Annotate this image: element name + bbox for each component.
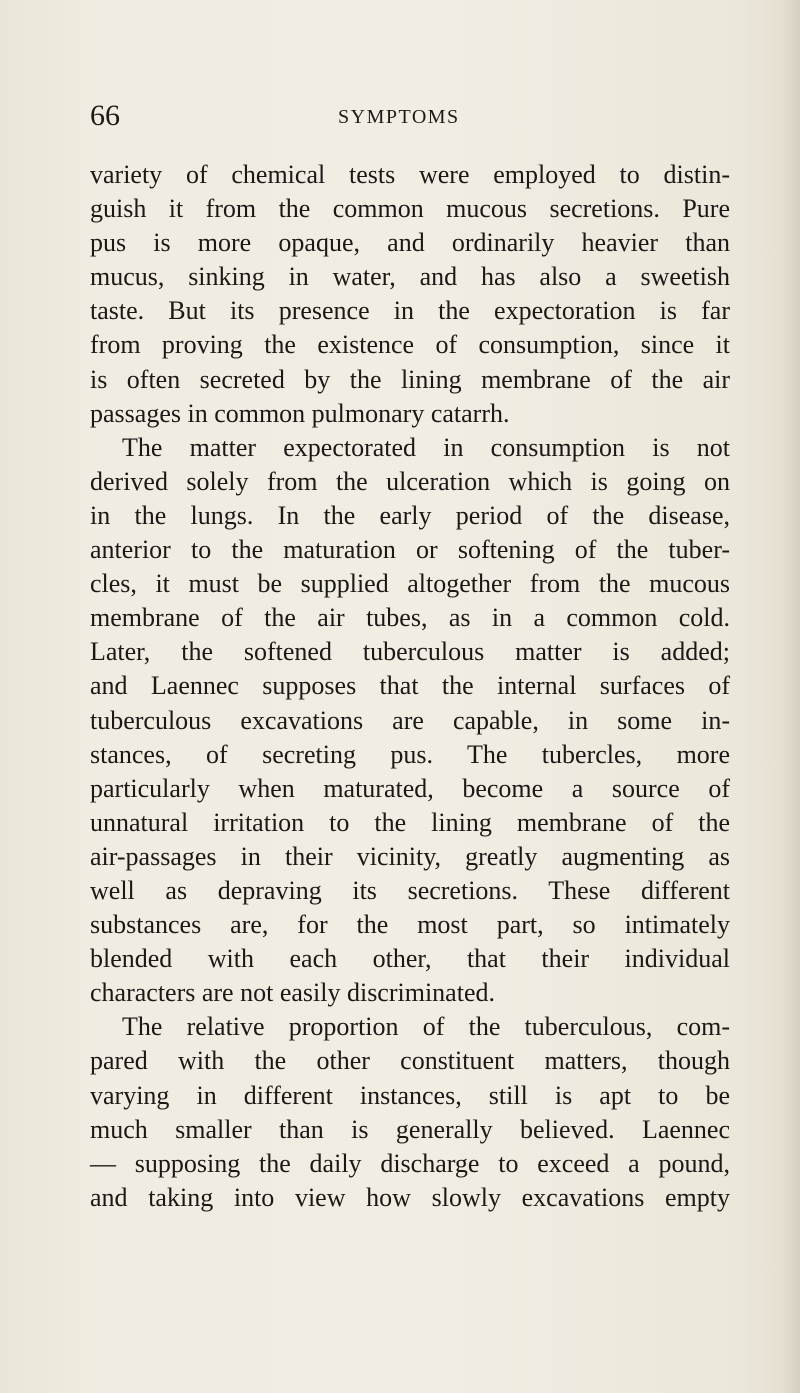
text-line-paragraph-start: The relative proportion of the tuberculous, com- bbox=[122, 1012, 730, 1042]
text-line: mucus, sinking in water, and has also a sweetish bbox=[90, 262, 730, 292]
text-line-paragraph-end: passages in common pulmonary catarrh. bbox=[90, 398, 510, 428]
text-line: anterior to the maturation or softening of the tuber- bbox=[90, 535, 730, 565]
text-line: tuberculous excavations are capable, in some in- bbox=[90, 705, 730, 735]
running-head bbox=[90, 96, 730, 136]
text-line: air-passages in their vicinity, greatly augmenting as bbox=[90, 841, 730, 871]
text-line: pus is more opaque, and ordinarily heavier than bbox=[90, 228, 730, 258]
text-line: from proving the existence of consumption, since it bbox=[90, 330, 730, 360]
text-line: much smaller than is generally believed. Laennec bbox=[90, 1114, 730, 1144]
page-number: 66 bbox=[90, 99, 120, 132]
text-line: Later, the softened tuberculous matter is added; bbox=[90, 637, 730, 667]
text-line: cles, it must be supplied altogether from the mucous bbox=[90, 569, 730, 599]
text-line: blended with each other, that their individual bbox=[90, 944, 730, 974]
text-line: guish it from the common mucous secretions. Pure bbox=[90, 194, 730, 224]
text-line: varying in different instances, still is apt to be bbox=[90, 1080, 730, 1110]
text-line: membrane of the air tubes, as in a common cold. bbox=[90, 603, 730, 633]
text-line: substances are, for the most part, so intimately bbox=[90, 910, 730, 940]
body-text bbox=[90, 158, 730, 1215]
text-line: and taking into view how slowly excavations empty bbox=[90, 1182, 730, 1212]
text-line: pared with the other constituent matters, though bbox=[90, 1046, 730, 1076]
text-line: is often secreted by the lining membrane of the air bbox=[90, 364, 730, 394]
text-line-paragraph-start: The matter expectorated in consumption is not bbox=[122, 432, 730, 462]
text-line: derived solely from the ulceration which is going on bbox=[90, 466, 730, 496]
text-line: and Laennec supposes that the internal surfaces of bbox=[90, 671, 730, 701]
text-line: well as depraving its secretions. These different bbox=[90, 875, 730, 905]
text-line: stances, of secreting pus. The tubercles, more bbox=[90, 739, 730, 769]
page-edge-shadow bbox=[782, 0, 800, 1393]
text-line-paragraph-end: characters are not easily discriminated. bbox=[90, 978, 495, 1008]
running-title: SYMPTOMS bbox=[338, 106, 460, 128]
text-line: particularly when maturated, become a source of bbox=[90, 773, 730, 803]
text-line: unnatural irritation to the lining membrane of the bbox=[90, 807, 730, 837]
text-line: in the lungs. In the early period of the disease, bbox=[90, 500, 730, 530]
text-line: variety of chemical tests were employed to distin- bbox=[90, 160, 730, 189]
text-line: — supposing the daily discharge to exceed a pound, bbox=[90, 1148, 730, 1178]
text-line: taste. But its presence in the expectoration is far bbox=[90, 296, 730, 326]
